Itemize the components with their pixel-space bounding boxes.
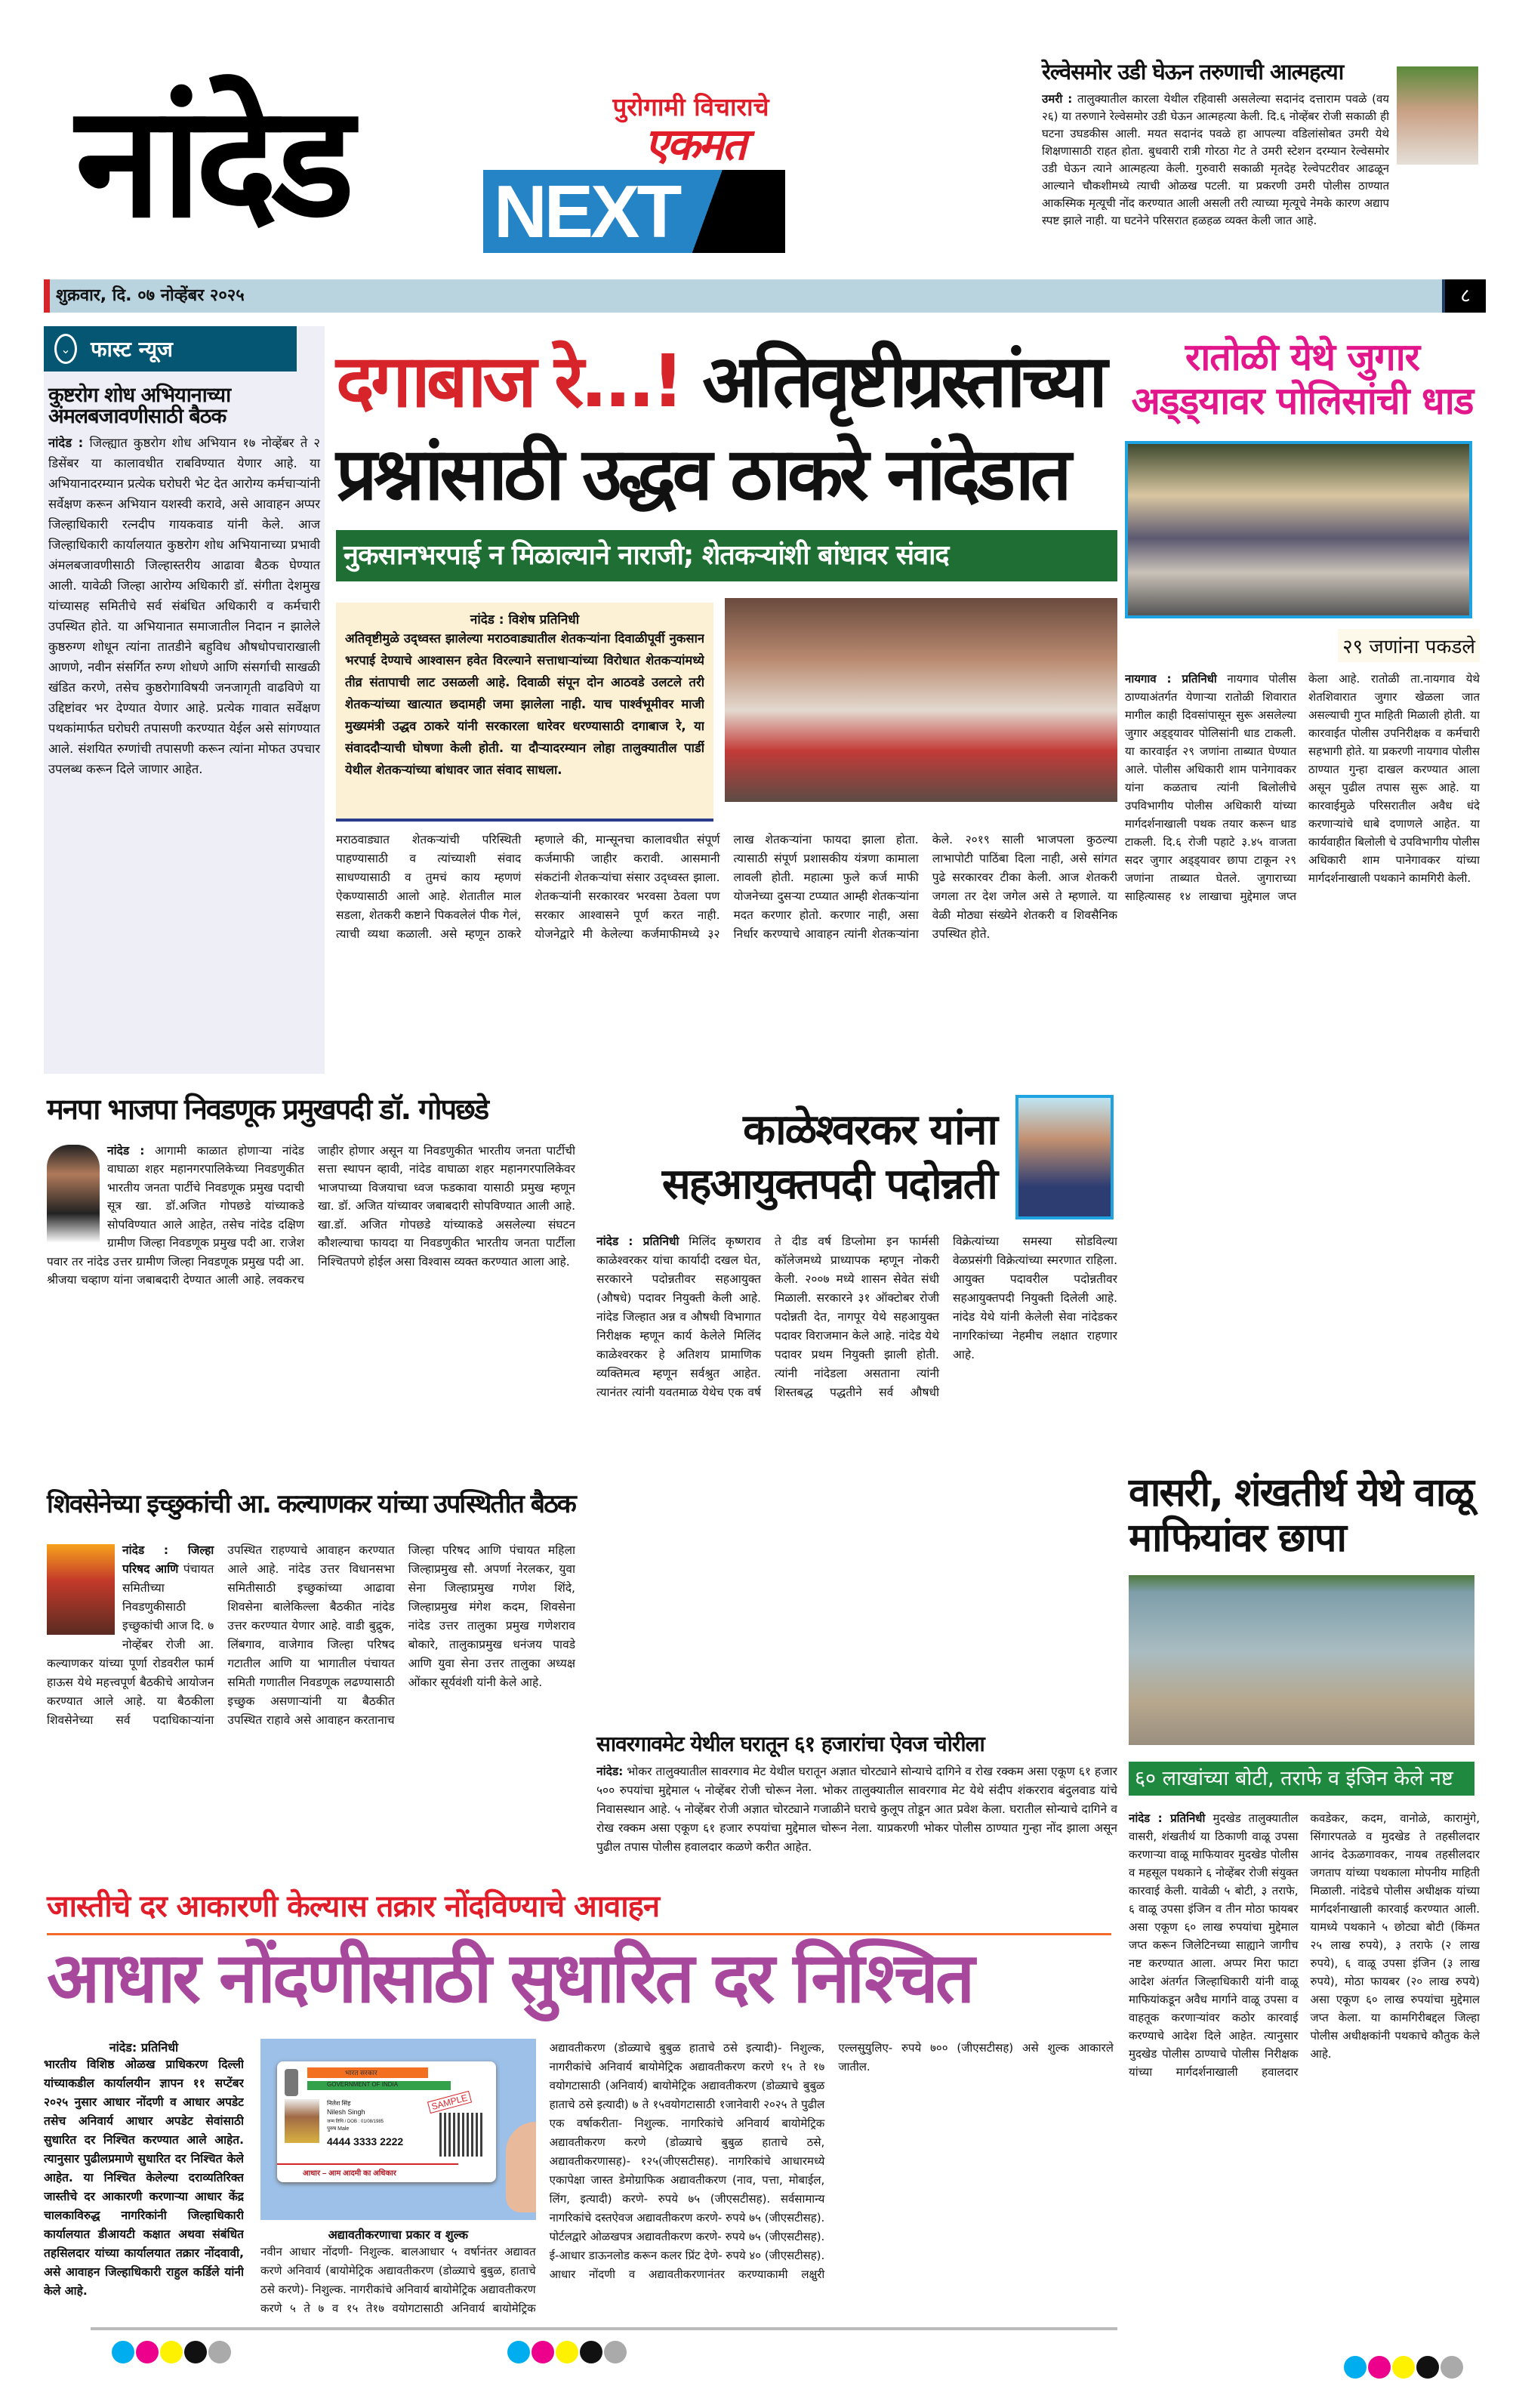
fast-news-label: फास्ट न्यूज (91, 337, 173, 362)
chori-headline: सावरगावमेट येथील घरातून ६१ हजारांचा ऐवज चोरीला (596, 1731, 984, 1756)
kaleshwarkar-body (596, 1232, 1117, 1685)
logo-text: नांदेड (75, 72, 349, 252)
top-story-title: रेल्वेसमोर उडी घेऊन तरुणाची आत्महत्या (1042, 59, 1344, 85)
vasari-story (1129, 1471, 1480, 2226)
lead-strap (336, 530, 1117, 581)
gopchhade-headline: मनपा भाजपा निवडणूक प्रमुखपदी डॉ. गोपछडे (47, 1093, 488, 1126)
text: आगामी काळात होणाऱ्या नांदेड वाघाळा शहर महानगरपालिकेच्या निवडणुकीत भारतीय जनता पार्टीचे निवडणूक प्रमुख पदाची सूत्र खा. डॉ.अजित गोपछडे यांच्याकडे सोपविण्यात आले आहेत, तसेच नांदेड दक्षिण ग्रामीण जिल्हा निवडणूक प्रमुख पदी आ. राजेश पवार तर नांदेड उत्तर ग्रामीण जिल्हा निवडणूक प्रमुख पदी आ. श्रीजया चव्हाण यांना जबाबदारी देण्यात आली आहे. लवकरच जाहीर होणार असून या निवडणुकीत भारतीय जनता पार्टीची सत्ता स्थापन व्हावी, नांदेड वाघाळा शहर महानगरपालिकेवर भाजपाच्या विजयाचा ध्वज फडकावा यासाठी प्रमुख म्हणून खा. डॉ. अजित यांच्यावर जबाबदारी सोपविण्यात आली आहे. खा.डॉ. अजित गोपछडे यांच्याकडे असलेल्या संघटन कौशल्याचा फायदा या निवडणुकीत भारतीय जनता पार्टीला निश्चितपणे होईल असा विश्वास व्यक्त करण्यात आला आहे. (47, 1143, 575, 1287)
text: पंचायत समितीच्या निवडणुकीसाठी इच्छुकांची आज दि. ७ नोव्हेंबर रोजी आ. कल्याणकर यांच्या पूर्णा रोडवरील फार्म हाऊस येथे महत्त्वपूर्ण बैठकीचे आयोजन करण्यात आले आहे. या बैठकीला शिवसेनेच्या सर्व पदाधिकाऱ्यांना उपस्थित राहण्याचे आवाहन करण्यात आले आहे. नांदेड उत्तर विधानसभा समितीसाठी इच्छुकांच्या आढावा शिवसेना बालेकिल्ला बैठकीत नांदेड उत्तर करण्यात येणार आहे. वाडी बुद्रुक, लिंबगाव, वाजेगाव जिल्हा परिषद गटातील आणि या भागातील पंचायत समिती गणातील निवडणूक लढण्यासाठी इच्छुक असणाऱ्यांनी या बैठकीत उपस्थित राहावे असे आवाहन करतानाच जिल्हा परिषद आणि पंचायत महिला जिल्हाप्रमुख सौ. अपर्णा नेरलकर, युवा सेना जिल्हाप्रमुख गणेश शिंदे, जिल्हाप्रमुख मंगेश कदम, शिवसेना नांदेड उत्तर तालुका प्रमुख गणेशराव बोकारे, तालुकाप्रमुख धनंजय पावडे आणि युवा सेना उत्तर तालुका अध्यक्ष ओंकार सूर्यवंशी यांनी केले आहे. (47, 1543, 575, 1727)
top-story-photo (1397, 66, 1478, 165)
kaleshwarkar-photo (1015, 1095, 1114, 1219)
place: नांदेड : प्रतिनिधी (596, 1235, 679, 1248)
aadhaar-headline (47, 1938, 1115, 2029)
emblem-icon (285, 2069, 298, 2096)
vasari-photo (1129, 1575, 1474, 1745)
text: मुदखेड तालुक्यातील वासरी, शंखतीर्थ या ठिकाणी वाळू उपसा करणाऱ्या वाळू माफियावर मुदखेड पोलीस व महसूल पथकाने ६ नोव्हेंबर रोजी संयुक्त कारवाई केली. यावेळी ५ बोटी, ३ तराफे, ६ वाळू उपसा इंजिन व तीन मोठा फायबर असा एकूण ६० लाख रुपयांचा मुद्देमाल जप्त करून जिलेटिनच्या साह्याने जागीच नष्ट करण्यात आला. अप्पर मिरा फाटा आदेश अंतर्गत जिल्हाधिकारी यांनी वाळू माफियांकडून अवैध मार्गाने वाळू उपसा व वाहतूक करणाऱ्यांवर कठोर कारवाई करण्याचे आदेश दिले आहेत. त्यानुसार मुदखेड पोलीस ठाण्याचे पोलीस निरीक्षक यांच्या मार्गदर्शनाखाली हवालदार कवडेकर, कदम, वानोळे, कारामुंगे, सिंगारपतळे व मुदखेड ते तहसीलदार आनंद देऊळगावकर, नायब तहसीलदार जगताप यांच्या पथकाला मोपनीय माहिती मिळाली. नांदेडचे पोलीस अधीक्षक यांच्या मार्गदर्शनाखाली कारवाई करण्यात आली. यामध्ये पथकाने ५ छोट्या बोटी (किंमत २५ लाख रुपये), ३ तराफे (२ लाख रुपये), ६ वाळू उपसा इंजिन (३ लाख रुपये), मोठा फायबर (२० लाख रुपये) असा एकूण ६० लाख रुपयांचा मुद्देमाल जप्त केला. या कामगिरीबद्दल जिल्हा पोलीस अधीक्षकांनी पथकाचे कौतुक केले आहे. (1129, 1811, 1480, 2079)
headline-red: दगाबाज रे...! (336, 339, 681, 424)
top-story-body (1042, 91, 1389, 245)
color-registration-marks (112, 2341, 233, 2366)
lead-headline (336, 339, 1117, 525)
vasari-strap-text: ६० लाखांच्या बोटी, तराफे व इंजिन केले नष्ट (1135, 1766, 1453, 1790)
color-registration-marks (507, 2341, 628, 2366)
next-logo (483, 170, 785, 253)
fast-news-body (44, 433, 325, 1052)
fast-news-header (44, 326, 297, 372)
aadhaar-lead-text: भारतीय विशिष्ठ ओळख प्राधिकरण दिल्ली यांच्याकडील कार्यालयीन ज्ञापन ११ सप्टेंबर २०२५ नुसार आधार नोंदणी व आधार अपडेट तसेच अनिवार्य आधार अपडेट सेवांसाठी सुधारित दर निश्चित करण्यात आले आहेत. त्यानुसार पुढीलप्रमाणे सुधारित दर निश्चित केले आहेत. या निश्चित केलेल्या दराव्यतिरिक्त जास्तीचे दर आकारणी करणाऱ्या आधार केंद्र चालकाविरुद्ध नागरिकांनी जिल्हाधिकारी कार्यालयात डीआयटी कक्षात अथवा संबंधित तहसिलदार यांच्या कार्यालयात तक्रार नोंदवावी, असे आवाहन जिल्हाधिकारी राहुल कर्डिले यांनी केले आहे. (44, 2058, 244, 2298)
place: नांदेड: (596, 1765, 624, 1779)
place: नायगाव : प्रतिनिधी (1125, 672, 1217, 686)
jugar-story (1125, 336, 1480, 1410)
place: नांदेड : जिल्हा परिषद आणि (122, 1543, 214, 1576)
fast-news-column (44, 326, 325, 1074)
card-photo (285, 2099, 319, 2143)
brand-ekmat: एकमत (644, 119, 745, 170)
card-name-hi: निलेश सिंह (327, 2100, 351, 2107)
aadhaar-body: नवीन आधार नोंदणी- निशुल्क. बालआधार ५ वर्षानंतर अद्यावत करणे अनिवार्य (बायोमेट्रिक अद्यावतीकरण (डोळ्याचे बुबुळ, हाताचे ठसे करणे)- निशुल्क. नागरीकांचे अनिवार्य बायोमेट्रिक अद्यावतीकरण करणे ५ ते ७ व १५ ते१७ वयोगटासाठी अनिवार्य बायोमेट्रिक अद्यावतीकरण (डोळ्याचे बुबुळ हाताचे ठसे इत्यादी)- निशुल्क, नागरीकांचे अनिवार्य बायोमेट्रिक अद्यावतीकरण करणे १५ ते १७ वयोगटासाठी (अनिवार्य) बायोमेट्रिक अद्यावतीकरण (डोळ्याचे बुबुळ हाताचे ठसे इत्यादी) ७ ते १५वयोगटासाठी १जानेवारी २०२५ ते पुढील एक वर्षाकरीता- निशुल्क. नागरिकांचे अनिवार्य बायोमेट्रिक अद्यावतीकरण करणे (डोळ्याचे बुबुळ हाताचे ठसे, अद्यावतीकरणासह)- १२५(जीएसटीसह). नागरिकांचे आधारमध्ये एकापेक्षा जास्त डेमोग्राफिक अद्यावतीकरण (नाव, पत्ता, मोबाईल, लिंग, इत्यादी) करणे- रुपये ७५ (जीएसटीसह). सर्वसामान्य नागरिकांचे दस्तऐवज अद्यावतीकरण करणे- रुपये ७५ (जीएसटीसह). पोर्टलद्वारे ओळखपत्र अद्यावतीकरण करणे- रुपये ७५ (जीएसटीसह). ई-आधार डाऊनलोड करून कलर प्रिंट देणे- रुपये ४० (जीएसटीसह). आधार नोंदणी व अद्यावतीकरणानंतर करण्याकामी लक्षुरी एल्लसु्युलिए- रुपये ७०० (जीएसटीसह) असे शुल्क आकारले जातील. (260, 2041, 1114, 2315)
next-logo-text: NEXT (494, 170, 679, 253)
place: नांदेड : प्रतिनिधी (1129, 1811, 1206, 1825)
jugar-photo (1125, 441, 1472, 618)
text: मिलिंद कृष्णराव काळेश्वरकर यांचा कार्यादी दखल घेत, सरकारने पदोन्नतीवर सहआयुक्त (औषधे) पदावर नियुक्ती केली आहे. नांदेड जिल्हात अन्न व औषधी विभागात निरीक्षक म्हणून कार्य केलेले मिलिंद काळेश्वरकर हे अतिशय प्रामाणिक व्यक्तिमत्व म्हणून सर्वश्रुत आहेत. त्यानंतर त्यांनी यवतमाळ येथेच एक वर्ष ते दीड वर्ष डिप्लोमा इन फार्मसी कॉलेजमध्ये प्राध्यापक म्हणून नोकरी केली. २००७ मध्ये शासन सेवेत संधी मिळाली. सरकारने ३१ ऑक्टोबर रोजी पदोन्नती देत, नागपूर येथे सहआयुक्त पदावर विराजमान केले आहे. नांदेड येथे पदावर प्रथम नियुक्ती झाली होती. त्यांनी नांदेडला असताना त्यांनी शिस्तबद्ध पद्धतीने सर्व औषधी विक्रेत्यांच्या समस्या सोडविल्या वेळप्रसंगी विक्रेत्यांच्या स्मरणात राहिला. आयुक्त पदावरील पदोन्नतीवर सहआयुक्तपदी नियुक्ती दिलेली आहे. नांदेड येथे यांनी केलेली सेवा नांदेडकर नागरिकांच्या नेहमीच लक्षात राहणार आहे. (596, 1235, 1117, 1399)
vasari-headline: वासरी, शंखतीर्थ येथे वाळू माफियांवर छापा (1129, 1470, 1473, 1561)
place: नांदेड : (107, 1143, 145, 1158)
shivsena-body (47, 1541, 575, 1858)
aadhaar-card-image (260, 2039, 536, 2220)
headline-line1 (336, 339, 1104, 424)
top-story (1042, 60, 1480, 245)
chori-body (596, 1762, 1117, 1876)
place: उमरी : (1042, 92, 1073, 106)
shivsena-story (47, 1491, 575, 1858)
aadhaar-kicker (47, 1888, 1104, 1925)
box-place: नांदेड : विशेष प्रतिनिधी (470, 612, 580, 627)
headline-black: अतिवृष्टीग्रस्तांच्या (702, 339, 1104, 424)
text: तालुक्यातील कारला येथील रहिवासी असलेल्या सदानंद दत्ताराम पवळे (वय २६) या तरुणाने रेल्वेसमोर उडी घेऊन आत्महत्या केली. दि.६ नोव्हेंबर रोजी सकाळी ही घटना उघडकीस आली. मयत सदानंद पवळे हा आपल्या वडिलांसोबत उमरी येथे शिक्षणासाठी राहत होता. बुधवारी रात्री गोरठा गेट ते उमरी स्टेशन दरम्यान रेल्वेसमोर उडी घेऊन त्याने आत्महत्या केली. गुरुवारी सकाळी मृतदेह रेल्वेपटरीवर आढळून आल्याने चौकशीमध्ये त्याची ओळख पटली. या प्रकरणी उमरी पोलीस ठाण्यात आकस्मिक मृत्यूची नोंद करण्यात आली असली तरी त्याच्या मृत्यूचे नेमके कारण अद्याप स्पष्ट झाले नाही. या घटनेने परिसरात हळहळ व्यक्त केली जात आहे. (1042, 92, 1389, 228)
jugar-body (1125, 670, 1480, 1410)
kaleshwarkar-headline: काळेश्वरकर यांना (743, 1105, 997, 1155)
lead-photo (725, 598, 1117, 802)
card-name: Nilesh Singh (327, 2108, 365, 2116)
kaleshwarkar-story (596, 1095, 1117, 1685)
kalyankar-photo (47, 1544, 115, 1635)
text: भोकर तालुक्यातील सावरगाव मेट येथील घरातून अज्ञात चोरट्याने सोन्याचे दागिने व रोख रक्कम असा एकूण ६१ हजार ५०० रुपयांचा मुद्देमाल ५ नोव्हेंबर रोजी चोरून नेला. भोकर तालुक्यातील सावरगाव मेट येथे संदीप शंकरराव बंदुलवाड यांचे निवासस्थान आहे. ५ नोव्हेंबर रोजी अज्ञात चोरट्याने गजाळीने घराचे कुलूप तोडून आत प्रवेश केला. घरातील सोन्याचे दागिने व रोख रक्कम असा एकूण ६१ हजार रुपयांचा मुद्देमाल चोरून नेला. याप्रकरणी भोकर पोलीस ठाण्यात गुन्हा नोंद झाला असून पुढील तपास पोलीस हवालदार कळणे करीत आहेत. (596, 1765, 1117, 1855)
aadhaar-body-area (260, 2039, 1114, 2318)
card-dob: जन्म तिथि / DOB : 01/08/1985 (327, 2120, 384, 2124)
box-body: अतिवृष्टीमुळे उद्ध्वस्त झालेल्या मराठवाड्यातील शेतकऱ्यांना दिवाळीपूर्वी नुकसान भरपाई देण्याचे आश्वासन हवेत विरल्याने सत्ताधाऱ्यांच्या विरोधात शेतकऱ्यांमध्ये तीव्र संतापाची लाट उसळली आहे. दिवाळी संपून दोन आठवडे उलटले तरी शेतकऱ्यांच्या खात्यात छदामही जमा झालेला नाही. याच पार्श्वभूमीवर माजी मुख्यमंत्री उद्धव ठाकरे यांनी सरकारला धारेवर धरण्यासाठी दगाबाज रे, या संवाददौऱ्याची घोषणा केली होती. या दौऱ्यादरम्यान लोहा तालुक्यातील पार्डी येथील शेतकऱ्यांच्या बांधावर जात संवाद साधला. (345, 631, 704, 777)
qr-code-icon (439, 2113, 483, 2157)
aadhaar-subhead: अद्यावतीकरणाचा प्रकार व शुल्क (328, 2228, 469, 2242)
lead-summary-box (336, 603, 713, 822)
fast-news-title: कुष्टरोग शोध अभियानाच्या अंमलबजावणीसाठी बैठक (48, 384, 231, 429)
vasari-body (1129, 1809, 1480, 2226)
aadhaar-lead (44, 2039, 244, 2320)
aadhaar-headline-text: आधार नोंदणीसाठी सुधारित दर निश्चित (47, 1938, 972, 2018)
gopchhade-body (47, 1142, 575, 1451)
jugar-headline: रातोळी येथे जुगार अड्ड्यावर पोलिसांची धाड (1131, 335, 1474, 423)
card-sample-stamp: SAMPLE (427, 2091, 472, 2114)
masthead-logo (75, 72, 483, 253)
text: जिल्ह्यात कुष्ठरोग शोध अभियान १७ नोव्हेंबर ते २ डिसेंबर या कालावधीत राबविण्यात येणार आहे. या अभियानादरम्यान प्रत्येक घरोघरी भेट देत आरोग्य कर्मचाऱ्यांनी सर्वेक्षण करून अभियान यशस्वी करावे, असे आवाहन अप्पर जिल्हाधिकारी रत्नदीप गायकवाड यांनी केले. आज जिल्हाधिकारी कार्यालयात कुष्ठरोग शोध अभियानाच्या प्रभावी अंमलबजावणीसाठी जिल्हास्तरीय आढावा बैठक घेण्यात आली. यावेळी जिल्हा आरोग्य अधिकारी डॉ. संगीता देशमुख यांच्यासह समितीचे सर्व संबंधित अधिकारी व कर्मचारी उपस्थित होते. या अभियानात समाजातील निदान न झालेले कुष्ठरुग्ण शोधून त्यांना तातडीने बहुविध औषधोपचाराखाली आणणे, नवीन संसर्गित रुग्ण शोधणे आणि संसर्गाची साखळी खंडित करणे, तसेच कुष्ठरोगाविषयी जनजागृती वाढविणे या उद्दिष्टांवर भर देण्यात येणार आहे. प्रत्येक गावात सर्वेक्षण पथकांमार्फत घरोघरी तपासणी करण्यात येईल असे सांगण्यात आले. संशयित रुग्णांची तपासणी करून त्यांना मोफत उपचार उपलब्ध करून दिले जाणार आहेत. (48, 435, 320, 776)
date-text: शुक्रवार, दि. ०७ नोव्हेंबर २०२५ (56, 286, 245, 305)
page-number: ८ (1442, 279, 1486, 313)
gopchhade-story (47, 1095, 575, 1451)
text: नायगाव पोलीस ठाण्याअंतर्गत येणाऱ्या रातोळी शिवारात मागील काही दिवसांपासून सुरू असलेल्या जुगार अड्ड्यावर पोलिसांनी धाड टाकली. या कारवाईत २९ जणांना ताब्यात घेण्यात आले. पोलीस अधिकारी शाम पानेगावकर यांना कळताच त्यांनी बिलोलीचे उपविभागीय पोलीस अधिकारी यांच्या मार्गदर्शनाखाली पथक तयार करून धाड टाकली. दि.६ रोजी पहाटे ३.४५ वाजता सदर जुगार अड्ड्यावर छापा टाकून २९ जणांना ताब्यात घेतले. जुगाराच्या साहित्यासह १४ लाखाचा मुद्देमाल जप्त केला आहे. रातोळी ता.नायगाव येथे शेतशिवारात जुगार खेळला जात असल्याची गुप्त माहिती मिळाली होती. या कारवाईत पोलीस उपनिरीक्षक व कर्मचारी सहभागी होते. या प्रकरणी नायगाव पोलीस ठाण्यात गुन्हा दाखल करण्यात आला असून पुढील तपास सुरू आहे. या कारवाईमुळे परिसरातील अवैध धंदे करणाऱ्यांचे धाबे दणाणले आहेत. या कार्यवाहीत बिलोली चे उपविभागीय पोलीस अधिकारी शाम पानेगावकर यांच्या मार्गदर्शनाखाली पथकाने कामगिरी केली. (1125, 672, 1480, 903)
color-registration-marks (1344, 2356, 1465, 2382)
lead-body: मराठवाड्यात शेतकऱ्यांची परिस्थिती पाहण्यासाठी व त्यांच्याशी संवाद साधण्यासाठी व तुमचं काय म्हणणं ऐकण्यासाठी आलो आहे. शेतातील माल सडला, शेतकरी कष्टाने पिकवलेलं पीक गेलं, त्याची व्यथा कळाली. असे म्हणून ठाकरे म्हणाले की, मान्सूनचा कालावधीत संपूर्ण कर्जमाफी जाहीर करावी. आसमानी संकटांनी शेतकऱ्यांचा संसार उद्ध्वस्त झाला. शेतकऱ्यांनी सरकारवर भरवसा ठेवला पण सरकार आश्वासने पूर्ण करत नाही. योजनेद्वारे मी केलेल्या कर्जमाफीमध्ये ३२ लाख शेतकऱ्यांना फायदा झाला होता. त्यासाठी संपूर्ण प्रशासकीय यंत्रणा कामाला लावली होती. महात्मा फुले कर्ज माफी योजनेच्या दुसऱ्या टप्प्यात आम्ही शेतकऱ्यांना मदत करणार होतो. करणार नाही, असा निर्धार करण्याचे आवाहन त्यांनी शेतकऱ्यांना केले. २०१९ साली भाजपला कुठल्या लाभापोटी पाठिंबा दिला नाही, असे सांगत पुढे सरकारवर टीका केली. आज शेतकरी जगला तर देश जगेल असे ते म्हणाले. या वेळी मोठ्या संख्येने शेतकरी व शिवसैनिक उपस्थित होते. (336, 833, 1117, 941)
card-footer: आधार – आम आदमी का अधिकार (277, 2163, 458, 2178)
card-gov: भारत सरकार (307, 2067, 428, 2078)
card-gov-en: GOVERNMENT OF INDIA (307, 2081, 451, 2090)
card-number: 4444 3333 2222 (327, 2135, 404, 2147)
jugar-sub: २९ जणांना पकडले (1338, 629, 1480, 662)
lead-strap-text: नुकसानभरपाई न मिळाल्याने नाराजी; शेतकऱ्यांशी बांधावर संवाद (344, 540, 949, 571)
place: नांदेड: प्रतिनिधी (109, 2040, 179, 2055)
vasari-strap (1129, 1762, 1474, 1796)
print-divider (91, 2327, 1117, 2330)
tagline: पुरोगामी विचाराचे (612, 92, 769, 122)
aadhaar-kicker-text: जास्तीचे दर आकारणी केल्यास तक्रार नोंदविण्याचे आवाहन (47, 1889, 660, 1924)
card-gender: पुरुष Male (327, 2126, 350, 2132)
chevron-down-icon: ⌄ (54, 334, 77, 364)
shivsena-headline: शिवसेनेच्या इच्छुकांची आ. कल्याणकर यांच्या उपस्थितीत बैठक (47, 1489, 575, 1519)
gopchhade-photo (47, 1145, 100, 1243)
kaleshwarkar-headline-line2: सहआयुक्तपदी पदोन्नती (661, 1160, 997, 1209)
headline-black-line2: प्रश्नांसाठी उद्धव ठाकरे नांदेडात (336, 432, 1068, 516)
date-bar (44, 279, 1486, 313)
divider (47, 1933, 1111, 1935)
hand-image (506, 2122, 536, 2212)
place: नांदेड : (48, 435, 84, 450)
chori-story (596, 1733, 1117, 1876)
